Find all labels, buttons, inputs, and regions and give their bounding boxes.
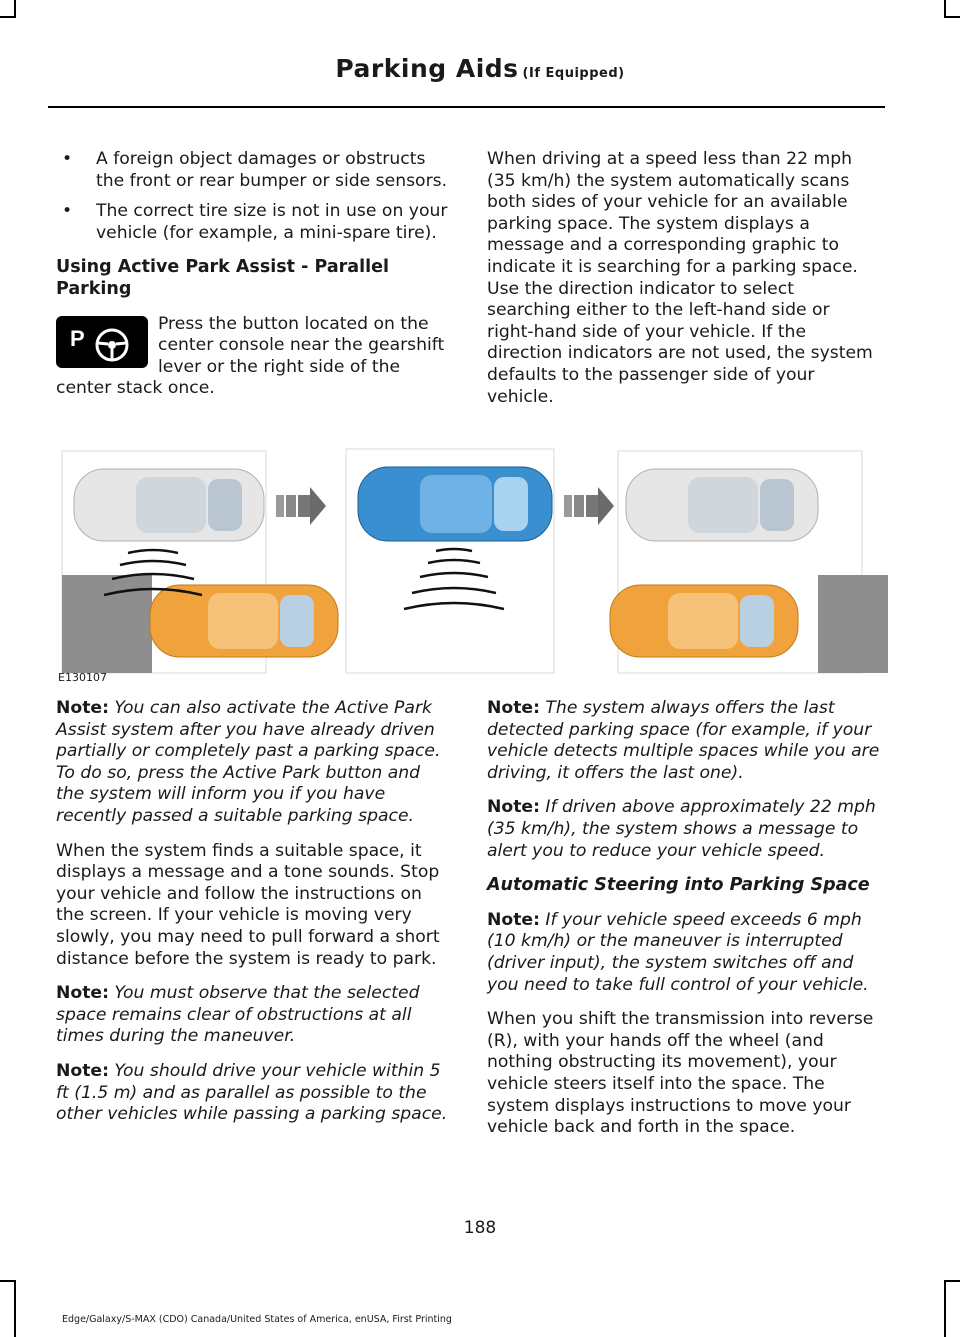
note-label: Note: <box>487 698 540 718</box>
note-text: You must observe that the selected space remains clear of obstructions at all times during the maneuver. <box>56 983 420 1047</box>
orange-car-1 <box>150 585 338 657</box>
right-column-bottom <box>487 698 880 1152</box>
crop-mark-bottom-right <box>944 1280 946 1337</box>
note-paragraph <box>56 698 448 828</box>
note-text: If your vehicle speed exceeds 6 mph (10 km/h) or the maneuver is interrupted (driver input), the system switches off and you need to take full control of your vehicle. <box>487 909 869 995</box>
bullet-mark: • <box>62 201 73 222</box>
scan-paragraph: When driving at a speed less than 22 mph (35 km/h) the system automatically scans both sides of your vehicle for an available parking space. The system displays a message and a corresponding graphic to indicate it is searching for a parking space. Use the direction indicator to select searching either to the left-hand side or right-hand side of your vehicle. If the direction indicators are not used, the system defaults to the passenger side of your vehicle. <box>487 149 873 407</box>
list-item <box>56 201 448 244</box>
crop-mark-top-left-h <box>0 16 16 18</box>
right-column-top <box>487 149 880 421</box>
arrow-right-1 <box>276 487 326 525</box>
arrow-right-2 <box>564 487 614 525</box>
icon-letter: P <box>70 325 85 351</box>
orange-car-2 <box>610 585 798 657</box>
bullet-text: The correct tire size is not in use on your vehicle (for example, a mini-spare tire). <box>96 201 448 243</box>
press-button-text: Press the button located on the center console near the gearshift lever or the right side of the center stack once. <box>56 313 445 399</box>
parking-illustration <box>58 447 888 687</box>
white-car-1 <box>74 469 264 541</box>
page-title-main: Parking Aids <box>335 54 519 83</box>
reverse-paragraph: When you shift the transmission into reverse (R), with your hands off the wheel (and nothing obstructing its movement), your vehicle steers itself into the space. The system displays instructions to move your vehicle back and forth in the space. <box>487 1009 874 1138</box>
curb-right <box>818 575 888 673</box>
note-paragraph <box>56 983 448 1048</box>
crop-mark-bottom-left <box>14 1280 16 1337</box>
note-paragraph <box>56 1061 448 1126</box>
left-column-top <box>56 149 448 413</box>
note-label: Note: <box>56 1060 109 1081</box>
section-heading: Automatic Steering into Parking Space <box>487 875 870 896</box>
footer-text: Edge/Galaxy/S-MAX (CDO) Canada/United States of America, enUSA, First Printing <box>62 1314 452 1325</box>
note-label: Note: <box>56 983 109 1004</box>
page-title <box>0 54 960 83</box>
note-text: The system always offers the last detected parking space (for example, if your vehicle detects multiple spaces while you are driving, it offers the last one). <box>487 698 880 783</box>
list-item <box>56 149 448 192</box>
left-column-bottom <box>56 698 448 1139</box>
note-paragraph <box>487 910 880 996</box>
crop-mark-bottom-right-h <box>944 1280 960 1282</box>
note-paragraph <box>487 698 880 784</box>
bullet-text: A foreign object damages or obstructs the front or rear bumper or side sensors. <box>96 149 448 191</box>
white-car-2 <box>626 469 818 541</box>
note-label: Note: <box>487 797 540 818</box>
active-park-assist-icon <box>56 316 148 368</box>
found-space-paragraph: When the system finds a suitable space, it displays a message and a tone sounds. Stop your vehicle and follow the instructions on the screen. If your vehicle is moving very slowly, you may need to pull forward a short distance before the system is ready to park. <box>56 840 440 969</box>
page-title-subtitle: (If Equipped) <box>522 66 625 81</box>
note-paragraph <box>487 797 880 862</box>
blue-car <box>358 467 552 541</box>
crop-mark-top-right-h <box>944 16 960 18</box>
press-button-paragraph <box>56 314 448 400</box>
note-text: You can also activate the Active Park Assist system after you have already driven partially or completely past a parking space. To do so, press the Active Park button and the system will inform you if you have recently passed a suitable parking space. <box>56 698 441 826</box>
page-number: 188 <box>463 1218 497 1238</box>
section-heading: Using Active Park Assist - Parallel Parking <box>56 257 389 299</box>
note-text: If driven above approximately 22 mph (35 km/h), the system shows a message to alert you to reduce your vehicle speed. <box>487 797 876 861</box>
note-label: Note: <box>487 909 540 930</box>
figure-id: E130107 <box>58 671 107 684</box>
note-label: Note: <box>56 698 109 718</box>
note-text: You should drive your vehicle within 5 ft (1.5 m) and as parallel as possible to the other vehicles while passing a parking space. <box>56 1060 448 1125</box>
bullet-list <box>56 149 448 244</box>
bullet-mark: • <box>62 149 73 169</box>
crop-mark-bottom-left-h <box>0 1280 16 1282</box>
header-rule <box>48 106 885 108</box>
